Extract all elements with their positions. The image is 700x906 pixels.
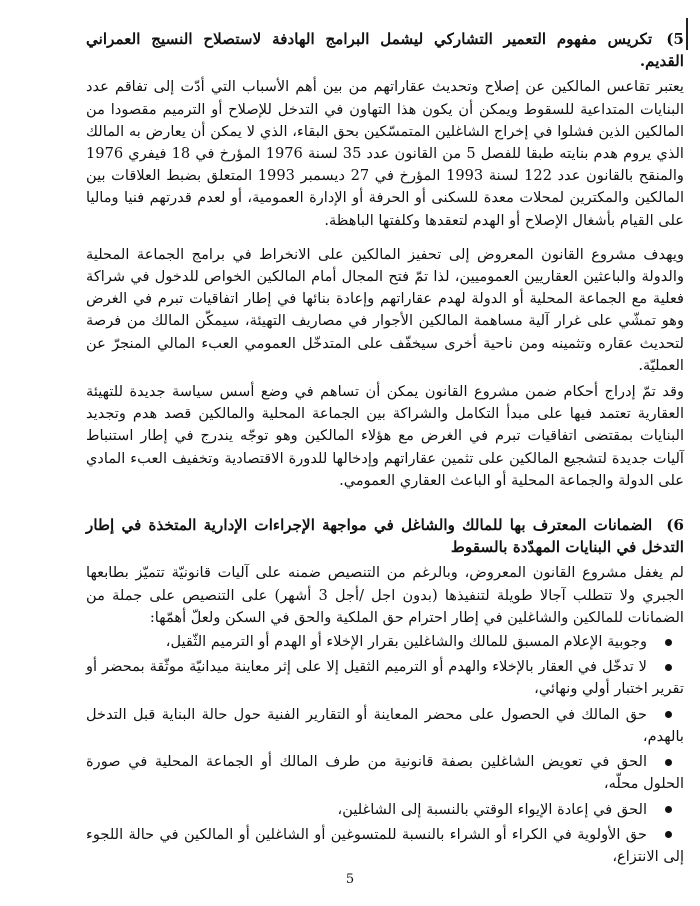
bullet-icon xyxy=(665,831,672,838)
section-5-paragraph-1: يعتبر تقاعس المالكين عن إصلاح وتحديث عقاراتهم من بين أهم الأسباب التي أدّت إلى تفاقم عدد البنايات المتداعية للسقوط ويمكن أن يكون هذا التهاون في التدخل للإصلاح أو الترميم مقصودا من المالكين الذين فشلوا في إخراج الشاغلين المتمسّكين بحق البقاء، الذي لا يمكن أن يعارض به المالك الذي يروم هدم بنايته طبقا للفصل 5 من القانون عدد 35 لسنة 1976 المؤرخ في 18 فيفري 1976 والمنقح بالقانون عدد 122 لسنة 1993 المؤرخ في 27 ديسمبر 1993 المتعلق بضبط العلاقات بين المالكين والمكترين لمحلات معدة للسكنى أو الحرفة أو الإدارة العمومية، أو لعدم قدرتهم فنيا وماليا على القيام بأشغال الإصلاح أو الهدم لتعقدها وكلفتها الباهظة. xyxy=(86,78,684,229)
list-item xyxy=(86,656,684,700)
page-number: 5 xyxy=(345,872,355,887)
section-5-number: 5) xyxy=(666,30,684,48)
bullet-icon xyxy=(665,639,672,646)
list-item-text: الحق في إعادة الإيواء الوقتي بالنسبة إلى الشاغلين، xyxy=(337,800,647,818)
list-item xyxy=(86,799,684,821)
list-item xyxy=(86,704,684,748)
bullet-icon xyxy=(665,664,672,671)
section-6-intro: لم يغفل مشروع القانون المعروض، وبالرغم من التنصيص ضمنه على آليات قانونيّة تتميّز بطابعها الجبري ولا تتطلب آجالا طويلة لتنفيذها (بدون اجل /أجل 3 أشهر) على التنصيص على جملة من الضمانات للمالكين والشاغلين في إطار احترام حق الملكية والحق في السكن ولعلّ أهمّها: xyxy=(86,564,684,626)
section-5-title: تكريس مفهوم التعمير التشاركي ليشمل البرامج الهادفة لاستصلاح النسيج العمراني القديم. xyxy=(86,30,684,71)
section-5-paragraph-2: ويهدف مشروع القانون المعروض إلى تحفيز المالكين على الانخراط في برامج الجماعة المحلية والدولة والباعثين العقاريين العموميين، لذا تمّ فتح المجال أمام المالكين الخواص للدخول في شراكة فعلية مع الجماعة المحلية أو الدولة لهدم عقاراتهم وإعادة بنائها في إطار اتفاقيات تبرم في الغرض وهو تمشّي على غرار آلية مساهمة المالكين الأجوار في مصاريف التهيئة، سيمكّن المالك من فرصة لتحديث عقاره وتثمينه ومن ناحية أخرى سيخفّف على المتدخّل العمومي العبء المالي المنجرّ عن العمليّة. xyxy=(86,245,684,374)
section-6-heading xyxy=(86,514,684,558)
list-item-text: الحق في تعويض الشاغلين بصفة قانونية من طرف المالك أو الجماعة المحلية في صورة الحلول محلّه، xyxy=(86,753,684,793)
section-5-heading xyxy=(86,28,684,72)
section-5-paragraph-3: وقد تمّ إدراج أحكام ضمن مشروع القانون يمكن أن تساهم في وضع أسس سياسة جديدة للتهيئة العقارية تعتمد فيها على مبدأ التكامل والشراكة بين الجماعة المحلية والمالكين قصد هدم وتجديد البنايات بمقتضى اتفاقيات تبرم في الغرض مع هؤلاء المالكين وهو توجّه يندرج في إطار استنباط آليات جديدة لتشجيع المالكين على تثمين عقاراتهم وإدخالها للدورة الاقتصادية وتخفيف العبء المادي على الدولة والجماعة المحلية أو الباعث العقاري العمومي. xyxy=(86,383,684,489)
section-6-number: 6) xyxy=(666,516,684,535)
margin-rule xyxy=(686,18,688,50)
list-item xyxy=(86,631,684,653)
bullet-icon xyxy=(665,711,672,718)
bullet-icon xyxy=(665,806,672,813)
guarantees-list xyxy=(86,631,684,868)
document-body xyxy=(86,28,684,871)
list-item-text: وجوبية الإعلام المسبق للمالك والشاغلين بقرار الإخلاء أو الهدم أو الترميم الثّقيل، xyxy=(165,633,647,651)
list-item-text: لا تدخّل في العقار بالإخلاء والهدم أو الترميم الثقيل إلا على إثر معاينة ميدانيّة موثّقة بمحضر أو تقرير اختبار أولي ونهائي، xyxy=(86,658,684,698)
list-item xyxy=(86,751,684,795)
section-6-title: الضمانات المعترف بها للمالك والشاغل في مواجهة الإجراءات الإدارية المتخذة في إطار التدخل في البنايات المهدّدة بالسقوط xyxy=(86,516,684,557)
list-item-text: حق المالك في الحصول على محضر المعاينة أو التقارير الفنية حول حالة البناية قبل التدخل بالهدم، xyxy=(86,705,684,745)
bullet-icon xyxy=(665,759,672,766)
list-item-text: حق الأولوية في الكراء أو الشراء بالنسبة للمتسوغين أو الشاغلين أو المالكين في حالة اللجوء إلى الانتزاع، xyxy=(86,825,684,865)
list-item xyxy=(86,824,684,868)
